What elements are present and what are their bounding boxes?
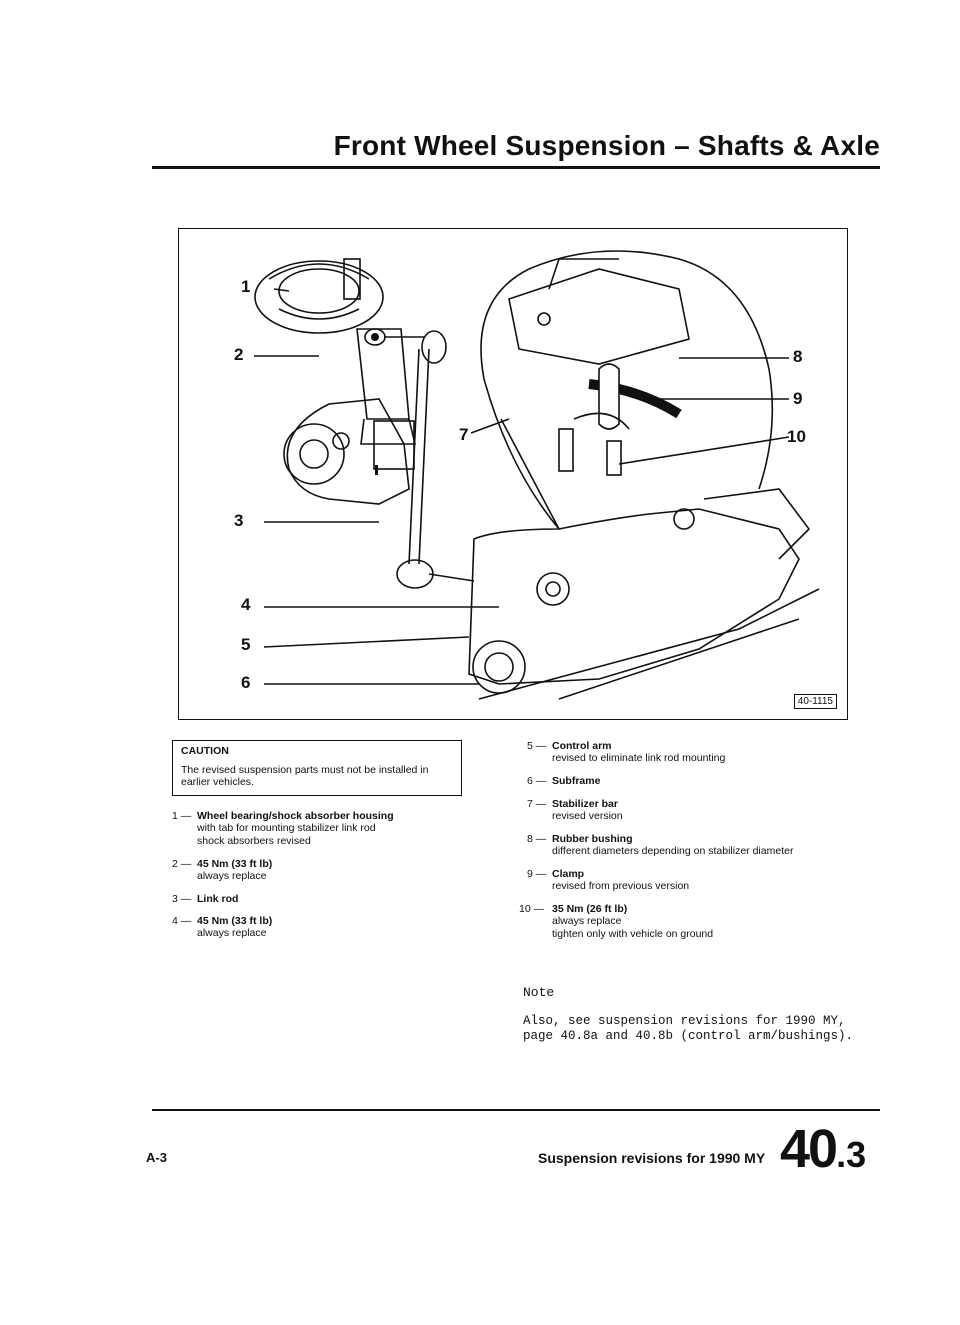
part-number: 5 — — [527, 740, 547, 752]
rubber-bushing — [599, 364, 619, 429]
part-number: 9 — — [527, 868, 547, 880]
suspension-illustration — [179, 229, 849, 721]
footer-divider — [152, 1109, 880, 1111]
part-name: Clamp — [552, 868, 585, 880]
part-item-9 — [527, 868, 689, 893]
part-name: Subframe — [552, 775, 601, 787]
part-description: always replace — [552, 915, 622, 928]
part-number: 8 — — [527, 833, 547, 845]
part-number: 7 — — [527, 798, 547, 810]
callout-1: 1 — [241, 277, 251, 296]
part-number: 1 — — [172, 810, 192, 822]
part-item-2 — [172, 858, 272, 883]
part-name: 45 Nm (33 ft lb) — [197, 858, 273, 870]
part-item-5 — [527, 740, 725, 765]
part-item-1 — [172, 810, 394, 847]
part-number: 10 — — [519, 903, 545, 915]
part-description: revised to eliminate link rod mounting — [552, 752, 726, 765]
figure-code: 40-1115 — [794, 694, 837, 709]
callout-9: 9 — [793, 389, 803, 408]
caution-title: CAUTION — [181, 745, 229, 757]
footer-section-title: Suspension revisions for 1990 MY — [538, 1150, 766, 1166]
part-item-8 — [527, 833, 793, 858]
wheel-bearing-housing — [287, 399, 409, 504]
part-description: shock absorbers revised — [197, 834, 311, 847]
part-description: with tab for mounting stabilizer link rod — [197, 822, 376, 835]
part-name: Control arm — [552, 740, 612, 752]
suspension-diagram — [178, 228, 848, 720]
header-divider — [152, 166, 880, 169]
part-description: different diameters depending on stabilizer diameter — [552, 845, 794, 858]
callout-2: 2 — [234, 345, 244, 364]
part-number: 4 — — [172, 915, 192, 927]
callout-6: 6 — [241, 673, 251, 692]
callout-5: 5 — [241, 635, 251, 654]
detail-circle — [481, 251, 772, 489]
caution-box — [172, 740, 462, 796]
part-name: 35 Nm (26 ft lb) — [552, 903, 628, 915]
note-text: Also, see suspension revisions for 1990 MY, page 40.8a and 40.8b (control arm/bushings). — [523, 1014, 854, 1043]
part-name: Stabilizer bar — [552, 798, 618, 810]
part-description: always replace — [197, 927, 267, 940]
page-number-main: 40 — [780, 1119, 837, 1179]
callout-4: 4 — [241, 595, 251, 614]
part-item-7 — [527, 798, 623, 823]
callout-3: 3 — [234, 511, 244, 530]
caution-text: The revised suspension parts must not be installed in earlier vehicles. — [181, 764, 429, 789]
part-item-4 — [172, 915, 272, 940]
callout-7: 7 — [459, 425, 469, 444]
part-description: revised from previous version — [552, 880, 690, 893]
note-label: Note — [523, 985, 555, 1000]
part-number: 3 — — [172, 893, 192, 905]
part-name: Rubber bushing — [552, 833, 633, 845]
page-number-sub: .3 — [836, 1134, 867, 1175]
part-description: always replace — [197, 870, 267, 883]
part-name: 45 Nm (33 ft lb) — [197, 915, 273, 927]
part-number: 2 — — [172, 858, 192, 870]
part-number: 6 — — [527, 775, 547, 787]
part-description: revised version — [552, 810, 623, 823]
part-item-3 — [172, 893, 238, 905]
callout-10: 10 — [787, 427, 806, 446]
part-item-10 — [519, 903, 713, 940]
part-item-6 — [527, 775, 600, 787]
part-description: tighten only with vehicle on ground — [552, 927, 714, 940]
link-rod — [409, 349, 419, 564]
page-number — [780, 1118, 866, 1180]
part-name: Wheel bearing/shock absorber housing — [197, 810, 394, 822]
callout-8: 8 — [793, 347, 803, 366]
page-title: Front Wheel Suspension – Shafts & Axle — [333, 130, 880, 161]
part-name: Link rod — [197, 893, 239, 905]
footer-section-code: A-3 — [146, 1150, 167, 1165]
spring-seat — [255, 261, 383, 333]
